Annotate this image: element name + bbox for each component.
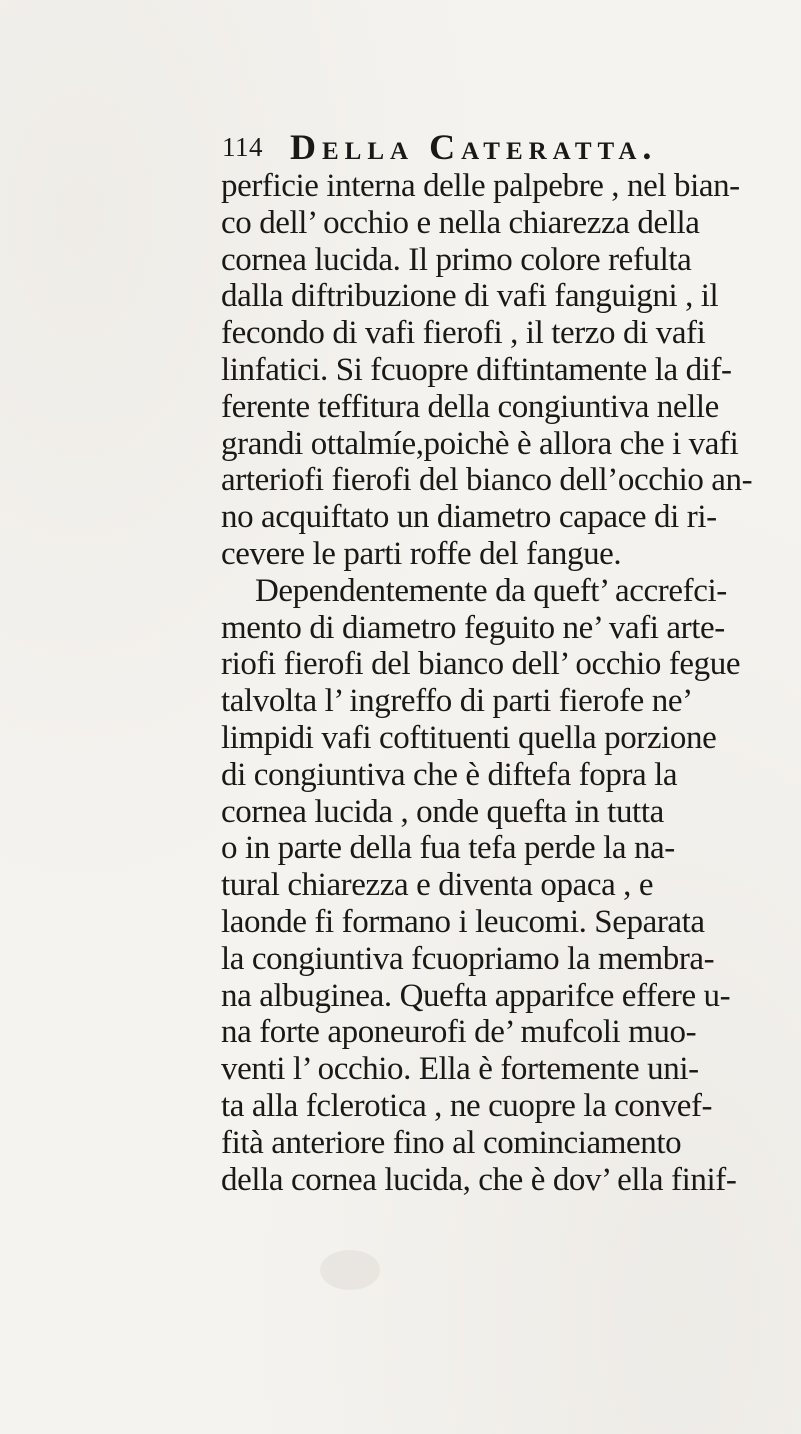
- text-line: na forte aponeurofi de’ mufcoli muo-: [221, 1014, 697, 1051]
- paper-stain: [320, 1250, 380, 1290]
- text-line: la congiuntiva fcuopriamo la membra-: [221, 940, 715, 977]
- text-line: dalla diftribuzione di vafi fanguigni , il: [221, 278, 719, 315]
- text-line: mento di diametro feguito ne’ vafi arte-: [221, 609, 725, 646]
- running-head: Della Cateratta.: [290, 127, 658, 167]
- text-line: della cornea lucida, che è dov’ ella finif-: [221, 1161, 737, 1198]
- text-line: di congiuntiva che è diftefa fopra la: [221, 756, 678, 793]
- page-header: [222, 126, 682, 170]
- text-line: co dell’ occhio e nella chiarezza della: [221, 204, 700, 241]
- text-line: riofi fierofi del bianco dell’ occhio fegue: [221, 646, 741, 683]
- text-line: ferente teffitura della congiuntiva nelle: [221, 388, 719, 425]
- body-text: [221, 168, 801, 1198]
- text-line: fecondo di vafi fierofi , il terzo di vafi: [221, 315, 706, 352]
- text-line: cevere le parti roffe del fangue.: [221, 535, 622, 572]
- text-line: talvolta l’ ingreffo di parti fierofe ne’: [221, 683, 693, 720]
- text-line: venti l’ occhio. Ella è fortemente uni-: [221, 1051, 699, 1088]
- text-line: ta alla fclerotica , ne cuopre la convef-: [221, 1087, 713, 1124]
- text-line: na albuginea. Quefta apparifce effere u-: [221, 977, 731, 1014]
- text-line: linfatici. Si fcuopre diftintamente la dif-: [221, 351, 732, 388]
- text-line: fità anteriore fino al cominciamento: [221, 1124, 682, 1161]
- text-line: grandi ottalmíe,poichè è allora che i vafi: [221, 425, 739, 462]
- text-line: cornea lucida. Il primo colore refulta: [221, 241, 692, 278]
- text-line: arteriofi fierofi del bianco dell’occhio an-: [221, 462, 753, 499]
- text-line: no acquiftato un diametro capace di ri-: [221, 499, 717, 536]
- page-number: 114: [222, 132, 263, 162]
- text-line: laonde fi formano i leucomi. Separata: [221, 903, 705, 940]
- text-line: o in parte della fua tefa perde la na-: [221, 830, 675, 867]
- paragraph-start-line: Dependentemente da queft’ accrefci-: [255, 572, 727, 609]
- text-line: perficie interna delle palpebre , nel bian-: [221, 168, 740, 204]
- text-line: limpidi vafi coftituenti quella porzione: [221, 719, 717, 756]
- text-line: tural chiarezza e diventa opaca , e: [221, 867, 654, 904]
- text-line: cornea lucida , onde quefta in tutta: [221, 793, 664, 830]
